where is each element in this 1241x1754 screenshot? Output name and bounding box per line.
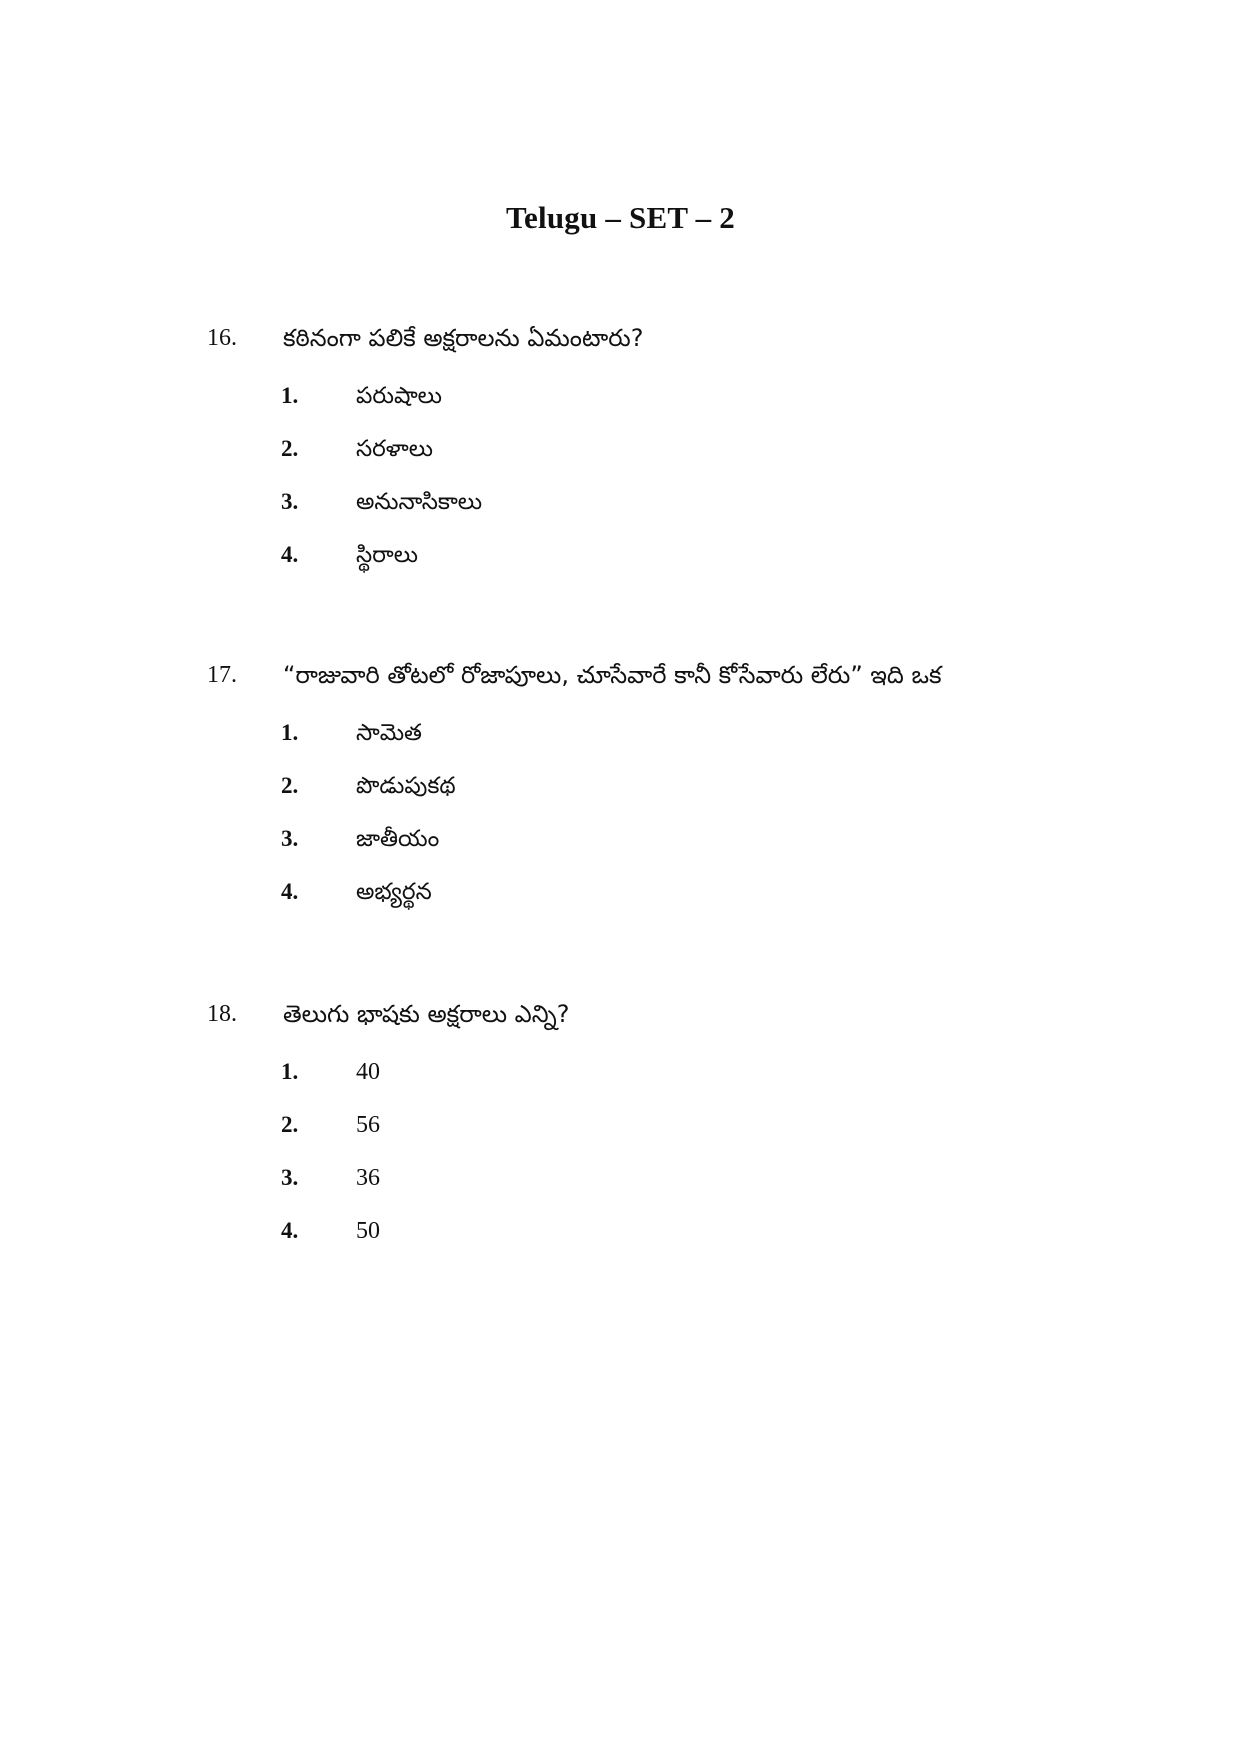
- option-text: సామెత: [356, 720, 422, 746]
- option-3: [0, 819, 1241, 859]
- question-number: 17.: [207, 662, 237, 688]
- option-4: [0, 872, 1241, 912]
- option-text: జాతీయం: [356, 826, 440, 852]
- option-number: 4.: [281, 1218, 299, 1243]
- option-text: 56: [356, 1112, 380, 1138]
- question-text: తెలుగు భాషకు అక్షరాలు ఎన్ని?: [283, 1000, 570, 1028]
- option-number: 4.: [281, 879, 299, 904]
- option-2: [0, 429, 1241, 469]
- option-text: పరుషాలు: [356, 383, 442, 409]
- option-1: [0, 713, 1241, 753]
- option-text: స్థిరాలు: [356, 542, 418, 568]
- question-stem: [0, 655, 1241, 695]
- option-text: 40: [356, 1059, 380, 1085]
- option-text: పొడుపుకథ: [356, 773, 456, 799]
- option-number: 1.: [281, 383, 299, 408]
- option-4: [0, 1211, 1241, 1251]
- option-number: 1.: [281, 720, 299, 745]
- option-number: 3.: [281, 826, 299, 851]
- option-text: 36: [356, 1165, 380, 1191]
- option-2: [0, 1105, 1241, 1145]
- option-text: అనునాసికాలు: [356, 489, 483, 515]
- question-stem: [0, 994, 1241, 1034]
- page-title: Telugu – SET – 2: [506, 200, 735, 235]
- option-number: 1.: [281, 1059, 299, 1084]
- option-4: [0, 535, 1241, 575]
- option-3: [0, 1158, 1241, 1198]
- option-number: 2.: [281, 1112, 299, 1137]
- option-1: [0, 1052, 1241, 1092]
- option-text: 50: [356, 1218, 380, 1244]
- question-stem: [0, 318, 1241, 358]
- option-text: సరళాలు: [356, 436, 434, 462]
- question-number: 18.: [207, 1001, 237, 1027]
- option-number: 3.: [281, 489, 299, 514]
- option-2: [0, 766, 1241, 806]
- option-number: 2.: [281, 773, 299, 798]
- option-number: 4.: [281, 542, 299, 567]
- option-number: 2.: [281, 436, 299, 461]
- question-text: కఠినంగా పలికే అక్షరాలను ఏమంటారు?: [283, 324, 644, 352]
- option-3: [0, 482, 1241, 522]
- option-number: 3.: [281, 1165, 299, 1190]
- option-1: [0, 376, 1241, 416]
- question-text: “రాజువారి తోటలో రోజాపూలు, చూసేవారే కానీ కోసేవారు లేరు” ఇది ఒక: [283, 661, 942, 689]
- question-number: 16.: [207, 325, 237, 351]
- option-text: అభ్యర్థన: [356, 879, 432, 905]
